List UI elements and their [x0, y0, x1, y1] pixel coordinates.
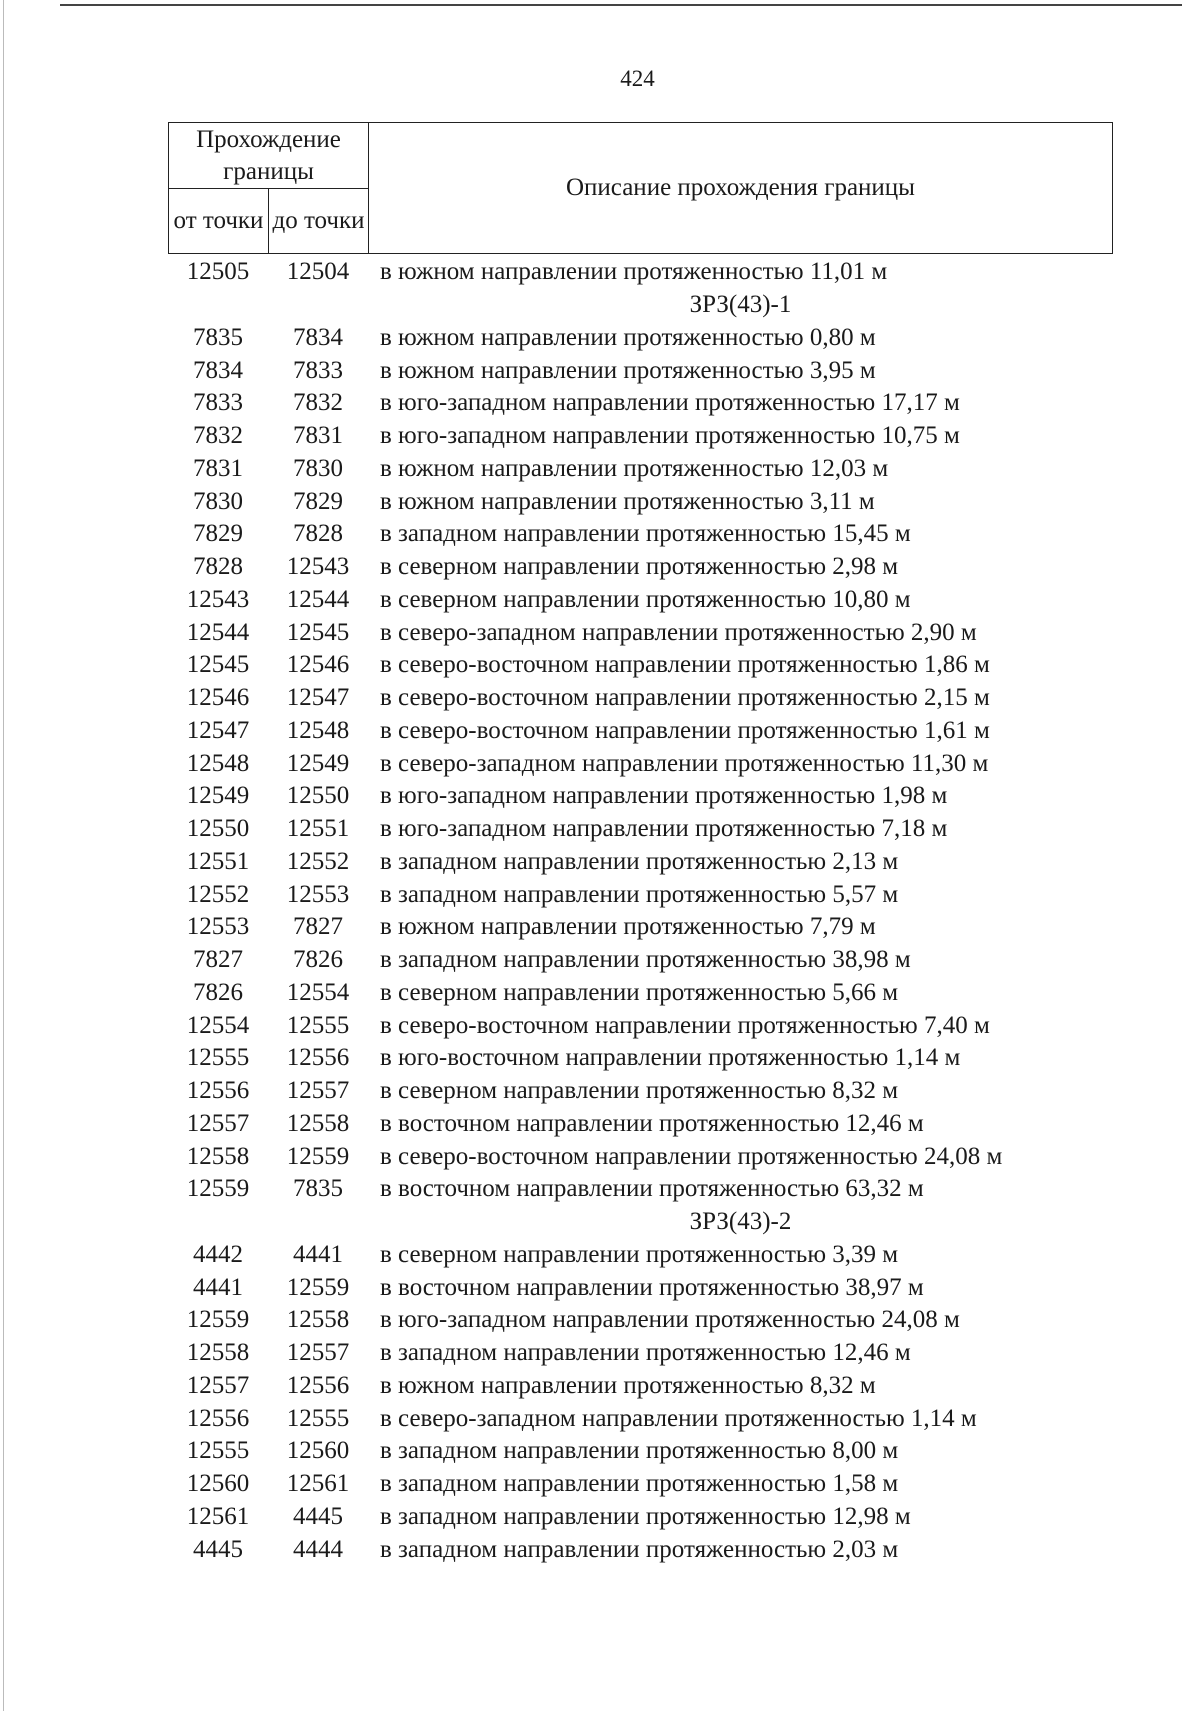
cell-description: в восточном направлении протяженностью 12,46 м	[380, 1109, 924, 1137]
cell-to-point: 12546	[286, 651, 350, 679]
left-scan-edge	[3, 0, 4, 1711]
cell-to-point: 12557	[286, 1339, 350, 1367]
cell-description: в западном направлении протяженностью 5,57 м	[380, 880, 899, 908]
cell-to-point: 12560	[286, 1437, 350, 1465]
cell-description: в юго-западном направлении протяженностью 7,18 м	[380, 815, 948, 843]
cell-from-point: 12560	[186, 1470, 250, 1498]
cell-from-point: 7834	[193, 356, 243, 384]
cell-to-point: 7830	[293, 454, 343, 482]
table-row	[168, 780, 1113, 813]
cell-description: в западном направлении протяженностью 12,98 м	[380, 1502, 911, 1530]
table-row	[168, 354, 1113, 387]
cell-to-point: 12557	[286, 1077, 350, 1105]
cell-from-point: 7833	[193, 389, 243, 417]
cell-description: в южном направлении протяженностью 11,01 м	[380, 258, 888, 286]
cell-from-point: 12555	[186, 1437, 250, 1465]
cell-to-point: 12553	[286, 880, 350, 908]
table-row	[168, 256, 1113, 289]
cell-from-point: 12557	[186, 1371, 250, 1399]
table-row	[168, 1108, 1113, 1141]
cell-to-point: 4445	[293, 1502, 343, 1530]
table-row	[168, 1140, 1113, 1173]
table-row	[168, 1468, 1113, 1501]
cell-description: в северном направлении протяженностью 8,32 м	[380, 1077, 899, 1105]
cell-description: в северном направлении протяженностью 2,98 м	[380, 553, 899, 581]
cell-from-point: 12558	[186, 1142, 250, 1170]
cell-from-point: 7829	[193, 520, 243, 548]
cell-from-point: 7832	[193, 422, 243, 450]
table-row	[168, 944, 1113, 977]
cell-from-point: 12551	[186, 847, 250, 875]
cell-description: в северо-западном направлении протяженностью 11,30 м	[380, 749, 989, 777]
boundary-table-body	[168, 256, 1113, 1566]
cell-from-point: 12554	[186, 1011, 250, 1039]
header-passage: Прохождение границы	[169, 123, 369, 189]
cell-description: в восточном направлении протяженностью 38,97 м	[380, 1273, 924, 1301]
cell-from-point: 12559	[186, 1306, 250, 1334]
cell-description: в северном направлении протяженностью 3,39 м	[380, 1240, 899, 1268]
cell-to-point: 12559	[286, 1273, 350, 1301]
cell-to-point: 12543	[286, 553, 350, 581]
cell-to-point: 12544	[286, 585, 350, 613]
cell-from-point: 7827	[193, 946, 243, 974]
cell-to-point: 12552	[286, 847, 350, 875]
cell-from-point: 7828	[193, 553, 243, 581]
cell-description: в западном направлении протяженностью 38,98 м	[380, 946, 911, 974]
cell-description: в северо-восточном направлении протяженностью 7,40 м	[380, 1011, 990, 1039]
header-from-point: от точки	[169, 189, 269, 253]
table-row	[168, 518, 1113, 551]
cell-from-point: 12548	[186, 749, 250, 777]
table-row	[168, 1173, 1113, 1206]
table-row	[168, 453, 1113, 486]
cell-from-point: 12553	[186, 913, 250, 941]
cell-to-point: 12555	[286, 1011, 350, 1039]
cell-to-point: 7831	[293, 422, 343, 450]
cell-from-point: 12555	[186, 1044, 250, 1072]
table-row	[168, 551, 1113, 584]
cell-to-point: 7834	[293, 323, 343, 351]
cell-description: в южном направлении протяженностью 8,32 м	[380, 1371, 876, 1399]
table-row	[168, 1239, 1113, 1272]
table-row	[168, 1009, 1113, 1042]
cell-description: в западном направлении протяженностью 1,58 м	[380, 1470, 899, 1498]
cell-description: в южном направлении протяженностью 0,80 м	[380, 323, 876, 351]
cell-to-point: 7827	[293, 913, 343, 941]
cell-description: в северо-восточном направлении протяженностью 1,61 м	[380, 716, 990, 744]
cell-description: в юго-западном направлении протяженностью 10,75 м	[380, 422, 960, 450]
cell-from-point: 12505	[186, 258, 250, 286]
cell-to-point: 12561	[286, 1470, 350, 1498]
cell-to-point: 12550	[286, 782, 350, 810]
cell-from-point: 12556	[186, 1077, 250, 1105]
cell-description: в юго-западном направлении протяженностью 1,98 м	[380, 782, 948, 810]
cell-to-point: 12547	[286, 684, 350, 712]
table-row	[168, 682, 1113, 715]
cell-to-point: 12555	[286, 1404, 350, 1432]
table-row	[168, 977, 1113, 1010]
table-row	[168, 1271, 1113, 1304]
cell-description: в южном направлении протяженностью 3,95 м	[380, 356, 876, 384]
cell-description: в южном направлении протяженностью 12,03 м	[380, 454, 889, 482]
table-row	[168, 1402, 1113, 1435]
cell-description: в северном направлении протяженностью 5,66 м	[380, 978, 899, 1006]
cell-from-point: 12558	[186, 1339, 250, 1367]
cell-from-point: 7830	[193, 487, 243, 515]
table-row	[168, 878, 1113, 911]
cell-description: в северо-восточном направлении протяженностью 24,08 м	[380, 1142, 1003, 1170]
cell-from-point: 4441	[193, 1273, 243, 1301]
table-row	[168, 322, 1113, 355]
cell-from-point: 12559	[186, 1175, 250, 1203]
table-row	[168, 846, 1113, 879]
table-row	[168, 1501, 1113, 1534]
table-row	[168, 715, 1113, 748]
cell-description: в северо-западном направлении протяженностью 1,14 м	[380, 1404, 977, 1432]
top-border-line	[60, 4, 1182, 6]
page-number: 424	[620, 66, 655, 91]
table-row	[168, 1075, 1113, 1108]
table-row	[168, 420, 1113, 453]
cell-description: в восточном направлении протяженностью 63,32 м	[380, 1175, 924, 1203]
cell-description: в западном направлении протяженностью 2,03 м	[380, 1535, 899, 1563]
cell-from-point: 12545	[186, 651, 250, 679]
cell-to-point: 4444	[293, 1535, 343, 1563]
cell-description: в южном направлении протяженностью 7,79 м	[380, 913, 876, 941]
cell-description: в западном направлении протяженностью 8,00 м	[380, 1437, 899, 1465]
cell-to-point: 12554	[286, 978, 350, 1006]
table-row	[168, 813, 1113, 846]
cell-to-point: 7832	[293, 389, 343, 417]
cell-from-point: 12544	[186, 618, 250, 646]
table-row	[168, 1435, 1113, 1468]
table-row	[168, 1533, 1113, 1566]
cell-to-point: 12504	[286, 258, 350, 286]
cell-from-point: 12557	[186, 1109, 250, 1137]
cell-to-point: 7828	[293, 520, 343, 548]
cell-from-point: 4445	[193, 1535, 243, 1563]
table-row	[168, 747, 1113, 780]
cell-from-point: 12561	[186, 1502, 250, 1530]
cell-to-point: 7829	[293, 487, 343, 515]
table-row	[168, 485, 1113, 518]
cell-description: в северо-восточном направлении протяженностью 1,86 м	[380, 651, 990, 679]
table-row	[168, 1304, 1113, 1337]
cell-description: в северном направлении протяженностью 10,80 м	[380, 585, 911, 613]
cell-to-point: 7826	[293, 946, 343, 974]
cell-to-point: 12559	[286, 1142, 350, 1170]
cell-description: в северо-западном направлении протяженностью 2,90 м	[380, 618, 977, 646]
cell-to-point: 12556	[286, 1044, 350, 1072]
cell-from-point: 12552	[186, 880, 250, 908]
cell-to-point: 7835	[293, 1175, 343, 1203]
section-heading: ЗРЗ(43)-2	[689, 1208, 792, 1236]
cell-from-point: 12543	[186, 585, 250, 613]
cell-from-point: 12547	[186, 716, 250, 744]
cell-from-point: 12546	[186, 684, 250, 712]
cell-description: в северо-восточном направлении протяженностью 2,15 м	[380, 684, 990, 712]
table-row	[168, 1042, 1113, 1075]
cell-to-point: 7833	[293, 356, 343, 384]
section-heading: ЗРЗ(43)-1	[689, 291, 792, 319]
cell-to-point: 12556	[286, 1371, 350, 1399]
cell-description: в южном направлении протяженностью 3,11 м	[380, 487, 875, 515]
table-row	[168, 649, 1113, 682]
cell-description: в юго-восточном направлении протяженностью 1,14 м	[380, 1044, 961, 1072]
table-header	[168, 122, 1113, 254]
cell-to-point: 12549	[286, 749, 350, 777]
table-row	[168, 387, 1113, 420]
cell-from-point: 12550	[186, 815, 250, 843]
cell-to-point: 12551	[286, 815, 350, 843]
cell-from-point: 7826	[193, 978, 243, 1006]
cell-description: в западном направлении протяженностью 12,46 м	[380, 1339, 911, 1367]
cell-to-point: 12558	[286, 1306, 350, 1334]
table-row	[168, 616, 1113, 649]
cell-to-point: 12548	[286, 716, 350, 744]
table-row	[168, 1370, 1113, 1403]
cell-description: в юго-западном направлении протяженностью 24,08 м	[380, 1306, 960, 1334]
cell-from-point: 12549	[186, 782, 250, 810]
cell-description: в юго-западном направлении протяженностью 17,17 м	[380, 389, 960, 417]
cell-to-point: 12545	[286, 618, 350, 646]
cell-from-point: 12556	[186, 1404, 250, 1432]
table-row	[168, 584, 1113, 617]
cell-to-point: 12558	[286, 1109, 350, 1137]
cell-description: в западном направлении протяженностью 2,13 м	[380, 847, 899, 875]
cell-from-point: 4442	[193, 1240, 243, 1268]
table-row	[168, 1337, 1113, 1370]
cell-description: в западном направлении протяженностью 15,45 м	[380, 520, 911, 548]
cell-from-point: 7831	[193, 454, 243, 482]
cell-from-point: 7835	[193, 323, 243, 351]
header-description: Описание прохождения границы	[566, 173, 915, 201]
cell-to-point: 4441	[293, 1240, 343, 1268]
header-to-point: до точки	[269, 189, 369, 253]
table-row	[168, 911, 1113, 944]
